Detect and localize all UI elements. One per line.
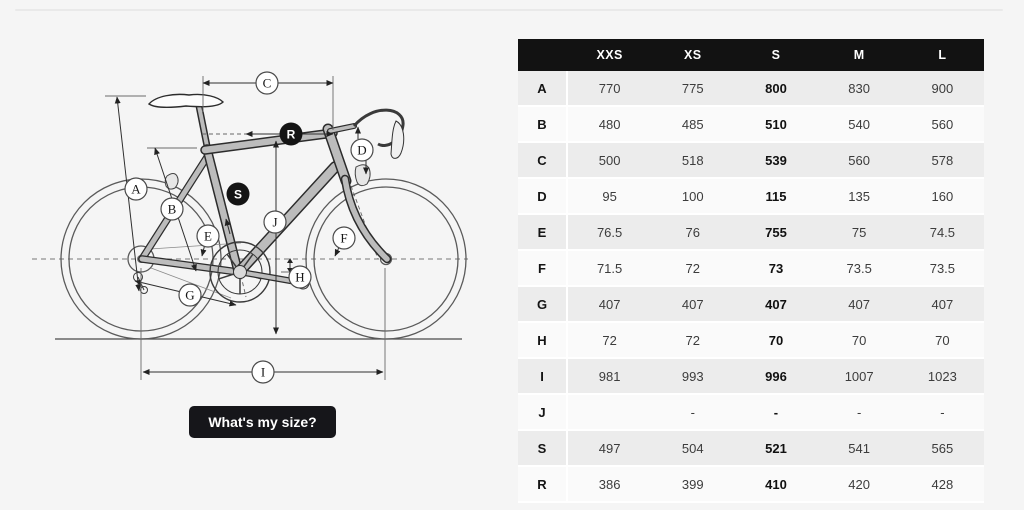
svg-text:S: S	[233, 187, 243, 202]
table-row-f	[518, 251, 984, 287]
corner-cell	[518, 39, 568, 71]
diagram-label-f	[333, 227, 355, 249]
geometry-value: 76	[651, 215, 734, 251]
table-row-r	[518, 467, 984, 503]
geometry-value: 560	[901, 107, 984, 143]
geometry-value: 993	[651, 359, 734, 395]
table-row-h	[518, 323, 984, 359]
geometry-value: 504	[651, 431, 734, 467]
geometry-value: 386	[568, 467, 651, 503]
geometry-value: 981	[568, 359, 651, 395]
geometry-value: 510	[734, 107, 817, 143]
svg-text:H: H	[295, 269, 305, 285]
geometry-value: 428	[901, 467, 984, 503]
geometry-value: 73	[734, 251, 817, 287]
geometry-value: 485	[651, 107, 734, 143]
geometry-value: 996	[734, 359, 817, 395]
geometry-value: 407	[734, 287, 817, 323]
geometry-value: 500	[568, 143, 651, 179]
geometry-value: 75	[818, 215, 901, 251]
geometry-value: 521	[734, 431, 817, 467]
row-label: G	[518, 287, 568, 323]
svg-text:C: C	[262, 75, 272, 91]
table-row-g	[518, 287, 984, 323]
geometry-value: 407	[818, 287, 901, 323]
geometry-value: 160	[901, 179, 984, 215]
svg-text:J: J	[272, 214, 278, 230]
geometry-value: -	[651, 395, 734, 431]
svg-text:I: I	[260, 364, 266, 380]
row-label: C	[518, 143, 568, 179]
geometry-value: 71.5	[568, 251, 651, 287]
table-row-d	[518, 179, 984, 215]
geometry-value: 72	[651, 323, 734, 359]
geometry-value: -	[818, 395, 901, 431]
size-column-header-m[interactable]: M	[818, 39, 901, 71]
svg-text:R: R	[286, 127, 296, 142]
svg-text:E: E	[204, 228, 212, 244]
row-label: A	[518, 71, 568, 107]
geometry-value: 73.5	[818, 251, 901, 287]
table-row-i	[518, 359, 984, 395]
geometry-value: 755	[734, 215, 817, 251]
geometry-value: 70	[734, 323, 817, 359]
diagram-label-b	[161, 198, 183, 220]
table-row-j	[518, 395, 984, 431]
row-label: I	[518, 359, 568, 395]
table-row-s	[518, 431, 984, 467]
geometry-value: 540	[818, 107, 901, 143]
svg-text:D: D	[357, 142, 367, 158]
geometry-value: -	[901, 395, 984, 431]
diagram-label-h	[289, 266, 311, 288]
geometry-value: -	[734, 395, 817, 431]
geometry-value: 95	[568, 179, 651, 215]
geometry-value: 420	[818, 467, 901, 503]
geometry-value: 115	[734, 179, 817, 215]
geometry-value: 70	[901, 323, 984, 359]
geometry-value	[568, 395, 651, 431]
size-table-body	[518, 71, 984, 503]
geometry-value: 560	[818, 143, 901, 179]
svg-text:G: G	[185, 287, 195, 303]
geometry-value: 775	[651, 71, 734, 107]
geometry-table	[518, 39, 984, 503]
geometry-value: 407	[901, 287, 984, 323]
geometry-value: 72	[568, 323, 651, 359]
row-label: B	[518, 107, 568, 143]
geometry-value: 399	[651, 467, 734, 503]
row-label: D	[518, 179, 568, 215]
geometry-value: 497	[568, 431, 651, 467]
geometry-value: 72	[651, 251, 734, 287]
whats-my-size-button[interactable]: What's my size?	[189, 406, 336, 438]
table-row-b	[518, 107, 984, 143]
geometry-value: 900	[901, 71, 984, 107]
geometry-value: 800	[734, 71, 817, 107]
size-column-header-xxs[interactable]: XXS	[568, 39, 651, 71]
geometry-value: 830	[818, 71, 901, 107]
size-column-header-l[interactable]: L	[901, 39, 984, 71]
geometry-value: 578	[901, 143, 984, 179]
diagram-label-g	[179, 284, 201, 306]
geometry-value: 480	[568, 107, 651, 143]
table-row-e	[518, 215, 984, 251]
row-label: E	[518, 215, 568, 251]
diagram-label-a	[125, 178, 147, 200]
geometry-value: 539	[734, 143, 817, 179]
size-column-header-xs[interactable]: XS	[651, 39, 734, 71]
geometry-value: 518	[651, 143, 734, 179]
row-label: J	[518, 395, 568, 431]
geometry-value: 100	[651, 179, 734, 215]
diagram-label-c	[256, 72, 278, 94]
geometry-value: 73.5	[901, 251, 984, 287]
geometry-value: 70	[818, 323, 901, 359]
table-row-c	[518, 143, 984, 179]
geometry-value: 1007	[818, 359, 901, 395]
geometry-value: 1023	[901, 359, 984, 395]
geometry-value: 135	[818, 179, 901, 215]
diagram-label-s	[227, 183, 250, 206]
size-table-header-row	[518, 39, 984, 71]
geometry-value: 407	[568, 287, 651, 323]
row-label: R	[518, 467, 568, 503]
geometry-value: 541	[818, 431, 901, 467]
geometry-value: 76.5	[568, 215, 651, 251]
diagram-label-e	[197, 225, 219, 247]
size-column-header-s[interactable]: S	[734, 39, 817, 71]
svg-text:A: A	[131, 181, 141, 197]
table-row-a	[518, 71, 984, 107]
geometry-value: 74.5	[901, 215, 984, 251]
diagram-label-j	[264, 211, 286, 233]
geometry-value: 407	[651, 287, 734, 323]
geometry-value: 770	[568, 71, 651, 107]
svg-text:F: F	[340, 230, 348, 246]
diagram-label-r	[280, 123, 303, 146]
row-label: S	[518, 431, 568, 467]
diagram-label-d	[351, 139, 373, 161]
geometry-value: 410	[734, 467, 817, 503]
geometry-value: 565	[901, 431, 984, 467]
row-label: F	[518, 251, 568, 287]
svg-text:B: B	[167, 201, 177, 217]
diagram-label-i	[252, 361, 274, 383]
row-label: H	[518, 323, 568, 359]
